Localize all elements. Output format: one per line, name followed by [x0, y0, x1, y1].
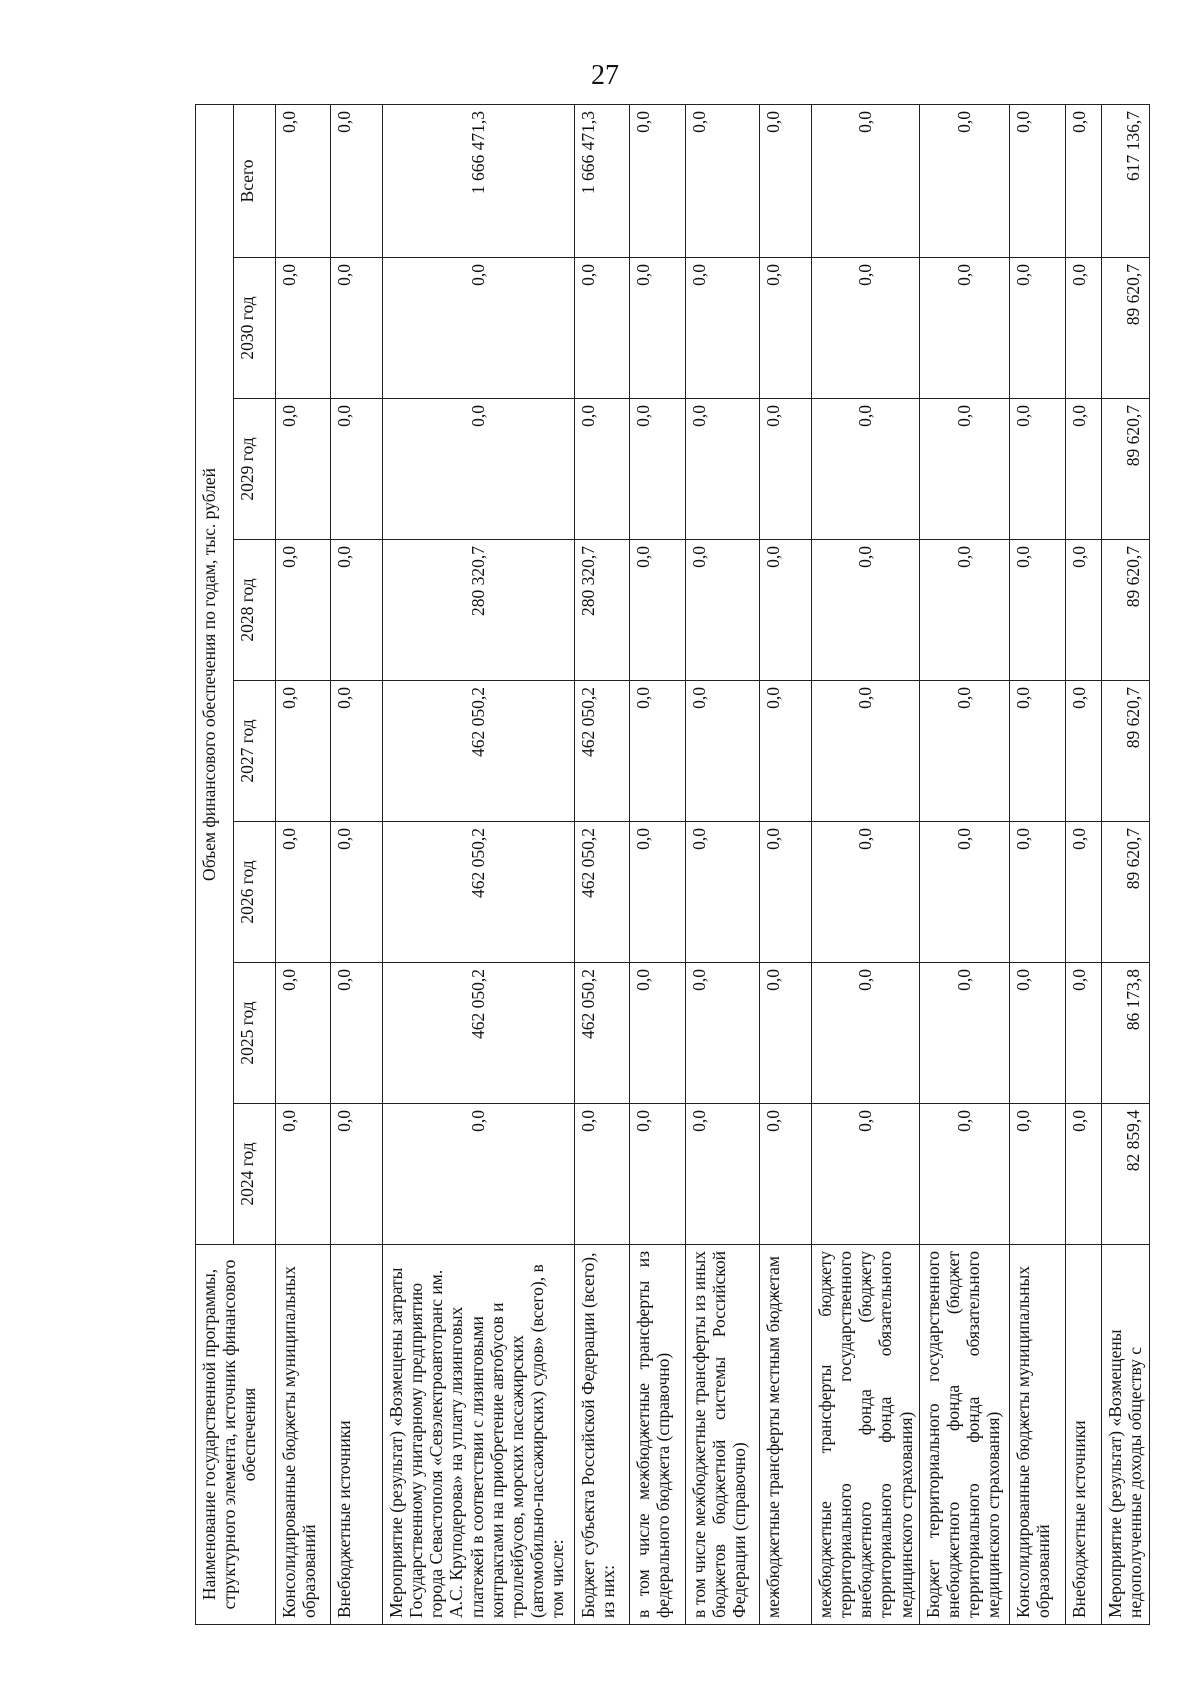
cell-value: 0,0 [276, 822, 331, 963]
cell-value: 0,0 [812, 540, 920, 681]
cell-value: 0,0 [331, 399, 383, 540]
cell-value: 462 050,2 [383, 963, 575, 1104]
cell-value: 0,0 [686, 104, 760, 257]
cell-value: 0,0 [630, 822, 686, 963]
cell-value: 0,0 [686, 540, 760, 681]
cell-value: 0,0 [812, 822, 920, 963]
cell-value: 0,0 [276, 399, 331, 540]
cell-value: 0,0 [1009, 104, 1065, 257]
cell-value: 0,0 [575, 399, 630, 540]
table-row [575, 104, 630, 1624]
table-row [1101, 104, 1149, 1624]
cell-value: 0,0 [812, 681, 920, 822]
cell-value: 0,0 [919, 963, 1009, 1104]
table-row [812, 104, 920, 1624]
header-year-2025: 2025 год [234, 963, 276, 1104]
cell-value: 0,0 [331, 681, 383, 822]
cell-value: 0,0 [686, 963, 760, 1104]
cell-value: 0,0 [1009, 540, 1065, 681]
cell-value: 462 050,2 [575, 963, 630, 1104]
cell-value: 0,0 [812, 258, 920, 399]
table-row [1065, 104, 1101, 1624]
cell-value: 462 050,2 [383, 822, 575, 963]
cell-value: 0,0 [686, 681, 760, 822]
cell-value: 0,0 [919, 1104, 1009, 1245]
cell-value: 0,0 [276, 540, 331, 681]
cell-value: 0,0 [686, 399, 760, 540]
cell-value: 280 320,7 [575, 540, 630, 681]
row-label: Бюджет субъекта Российской Федерации (всего), из них: [575, 1245, 630, 1625]
cell-value: 0,0 [760, 1104, 812, 1245]
cell-value: 0,0 [630, 399, 686, 540]
cell-value: 617 136,7 [1101, 104, 1149, 257]
cell-value: 1 666 471,3 [383, 104, 575, 257]
cell-value: 0,0 [919, 540, 1009, 681]
cell-value: 86 173,8 [1101, 963, 1149, 1104]
cell-value: 0,0 [686, 822, 760, 963]
cell-value: 0,0 [331, 822, 383, 963]
cell-value: 0,0 [919, 681, 1009, 822]
cell-value: 89 620,7 [1101, 258, 1149, 399]
row-label: Консолидированные бюджеты муниципальных образований [1009, 1245, 1065, 1625]
row-label: Бюджет территориального государственного внебюджетного фонда (бюджет территориального фонда обязательного медицинского страхования) [919, 1245, 1009, 1625]
row-label: Мероприятие (результат) «Возмещены затраты Государственному унитарному предприятию города Севастополя «Севэлектроавтотранс им. А.С. Круподерова» на уплату лизинговых платежей в соответствии с лизинговыми контрактами на приобретение автобусов и троллейбусов, морских пассажирских (автомобильно-пассажирских) судов» (всего), в том числе: [383, 1245, 575, 1625]
cell-value: 0,0 [760, 681, 812, 822]
cell-value: 89 620,7 [1101, 681, 1149, 822]
row-label: Внебюджетные источники [1065, 1245, 1101, 1625]
table-row [919, 104, 1009, 1624]
cell-value: 0,0 [919, 822, 1009, 963]
financing-table [195, 104, 1150, 1625]
row-label: межбюджетные трансферты местным бюджетам [760, 1245, 812, 1625]
header-year-2030: 2030 год [234, 258, 276, 399]
cell-value: 0,0 [1065, 963, 1101, 1104]
cell-value: 0,0 [760, 399, 812, 540]
rotated-table-wrapper [195, 105, 1145, 1625]
header-year-2029: 2029 год [234, 399, 276, 540]
cell-value: 0,0 [760, 822, 812, 963]
cell-value: 0,0 [812, 963, 920, 1104]
cell-value: 0,0 [919, 104, 1009, 257]
header-total: Всего [234, 104, 276, 257]
table-row [276, 104, 331, 1624]
cell-value: 89 620,7 [1101, 822, 1149, 963]
cell-value: 0,0 [1009, 399, 1065, 540]
row-label: Внебюджетные источники [331, 1245, 383, 1625]
cell-value: 0,0 [1009, 681, 1065, 822]
table-row [630, 104, 686, 1624]
cell-value: 0,0 [1009, 822, 1065, 963]
cell-value: 0,0 [1009, 963, 1065, 1104]
table-row [760, 104, 812, 1624]
cell-value: 0,0 [383, 1104, 575, 1245]
cell-value: 0,0 [630, 1104, 686, 1245]
row-label: Мероприятие (результат) «Возмещены недополученные доходы обществу с [1101, 1245, 1149, 1625]
cell-value: 0,0 [276, 681, 331, 822]
cell-value: 0,0 [276, 104, 331, 257]
cell-value: 0,0 [812, 104, 920, 257]
row-label: Консолидированные бюджеты муниципальных образований [276, 1245, 331, 1625]
cell-value: 0,0 [331, 963, 383, 1104]
cell-value: 0,0 [1065, 540, 1101, 681]
cell-value: 0,0 [1065, 104, 1101, 257]
header-year-2026: 2026 год [234, 822, 276, 963]
row-label: в том числе межбюджетные трансферты из иных бюджетов бюджетной системы Российской Федерации (справочно) [686, 1245, 760, 1625]
cell-value: 89 620,7 [1101, 540, 1149, 681]
cell-value: 0,0 [1009, 1104, 1065, 1245]
cell-value: 0,0 [630, 104, 686, 257]
header-name-column: Наименование государственной программы, структурного элемента, источник финансового обеспечения [196, 1245, 276, 1625]
row-label: в том числе межбюджетные трансферты из федерального бюджета (справочно) [630, 1245, 686, 1625]
cell-value: 462 050,2 [575, 681, 630, 822]
cell-value: 0,0 [383, 258, 575, 399]
cell-value: 82 859,4 [1101, 1104, 1149, 1245]
table-row [686, 104, 760, 1624]
cell-value: 0,0 [760, 258, 812, 399]
cell-value: 0,0 [575, 258, 630, 399]
cell-value: 0,0 [760, 104, 812, 257]
cell-value: 0,0 [575, 1104, 630, 1245]
cell-value: 0,0 [919, 399, 1009, 540]
cell-value: 0,0 [1065, 258, 1101, 399]
cell-value: 0,0 [686, 1104, 760, 1245]
page-number: 27 [591, 60, 619, 91]
cell-value: 0,0 [1065, 1104, 1101, 1245]
cell-value: 1 666 471,3 [575, 104, 630, 257]
cell-value: 0,0 [383, 399, 575, 540]
cell-value: 89 620,7 [1101, 399, 1149, 540]
header-year-2027: 2027 год [234, 681, 276, 822]
cell-value: 0,0 [919, 258, 1009, 399]
cell-value: 462 050,2 [575, 822, 630, 963]
cell-value: 0,0 [630, 963, 686, 1104]
cell-value: 0,0 [760, 540, 812, 681]
cell-value: 0,0 [812, 399, 920, 540]
table-row [1009, 104, 1065, 1624]
cell-value: 0,0 [630, 540, 686, 681]
cell-value: 462 050,2 [383, 681, 575, 822]
cell-value: 0,0 [1065, 399, 1101, 540]
header-year-2028: 2028 год [234, 540, 276, 681]
cell-value: 0,0 [331, 540, 383, 681]
cell-value: 0,0 [276, 1104, 331, 1245]
cell-value: 0,0 [331, 104, 383, 257]
cell-value: 0,0 [276, 258, 331, 399]
cell-value: 0,0 [1065, 822, 1101, 963]
cell-value: 0,0 [686, 258, 760, 399]
cell-value: 0,0 [1065, 681, 1101, 822]
cell-value: 280 320,7 [383, 540, 575, 681]
cell-value: 0,0 [760, 963, 812, 1104]
header-year-2024: 2024 год [234, 1104, 276, 1245]
cell-value: 0,0 [1009, 258, 1065, 399]
table-row [383, 104, 575, 1624]
row-label: межбюджетные трансферты бюджету территориального государственного внебюджетного фонда (бюджету территориального фонда обязательного медицинского страхования) [812, 1245, 920, 1625]
cell-value: 0,0 [630, 258, 686, 399]
cell-value: 0,0 [630, 681, 686, 822]
cell-value: 0,0 [812, 1104, 920, 1245]
cell-value: 0,0 [331, 1104, 383, 1245]
cell-value: 0,0 [331, 258, 383, 399]
table-row [331, 104, 383, 1624]
cell-value: 0,0 [276, 963, 331, 1104]
header-financing-group: Объем финансового обеспечения по годам, тыс. рублей [196, 104, 234, 1244]
